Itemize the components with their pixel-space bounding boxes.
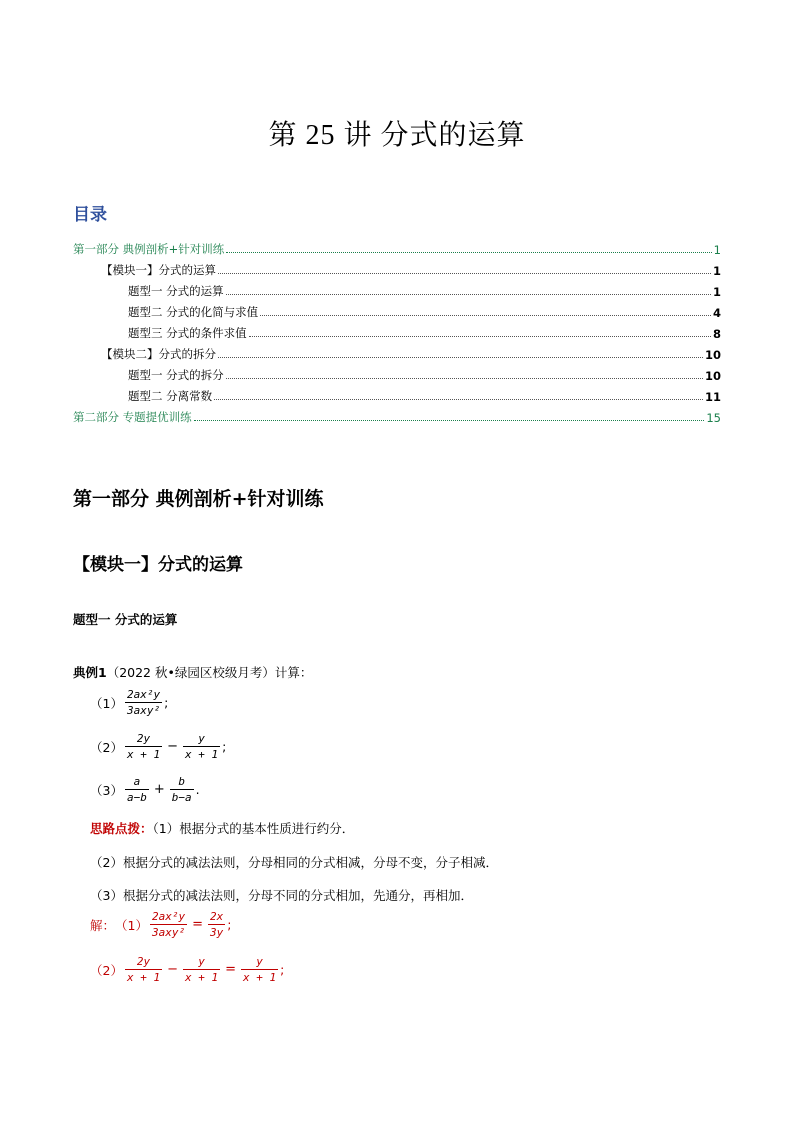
item-index: （2） (90, 962, 123, 978)
example-item-1 (90, 688, 168, 717)
numerator: 2ax²y (151, 910, 186, 923)
toc-leader-dots (218, 357, 703, 358)
solution-hint (90, 819, 354, 837)
numerator: 2ax²y (126, 688, 161, 701)
item-index: （1） (90, 695, 123, 711)
fraction (125, 688, 162, 717)
toc-leader-dots (249, 336, 711, 337)
hint-line-3: （3）根据分式的减法法则，分母不同的分式相加，先通分，再相加． (90, 888, 473, 903)
example-source: （2022 秋•绿园区校级月考）计算： (106, 665, 313, 680)
operator: − (167, 739, 178, 754)
toc-entry-label: 题型二 分离常数 (128, 389, 213, 403)
denominator: x + 1 (126, 971, 161, 984)
fraction (170, 775, 194, 804)
denominator: x + 1 (126, 748, 161, 761)
example-item-2 (90, 732, 226, 761)
numerator: 2y (136, 955, 151, 968)
toc-entry-label: 题型二 分式的化简与求值 (128, 305, 259, 319)
fraction (125, 955, 162, 984)
numerator: b (178, 775, 185, 788)
fraction (183, 732, 220, 761)
solution-step-1 (90, 910, 231, 939)
denominator: a−b (126, 791, 147, 804)
toc-entry-label: 第二部分 专题提优训练 (73, 410, 192, 424)
toc-leader-dots (226, 252, 711, 253)
toc-entry-page: 1 (713, 243, 721, 257)
type-heading: 题型一 分式的运算 (73, 612, 178, 627)
toc-entry-page: 10 (704, 348, 721, 362)
toc-entry-label: 第一部分 典例剖析+针对训练 (73, 242, 225, 256)
numerator: y (198, 732, 205, 745)
toc-leader-dots (226, 378, 703, 379)
toc-entry-label: 题型一 分式的运算 (128, 284, 224, 298)
lecture-title: 第 25 讲 分式的运算 (268, 120, 526, 151)
toc-entry-type-1-2[interactable] (73, 299, 721, 320)
hint-line-1: （1）根据分式的基本性质进行约分． (152, 821, 355, 836)
hint-tag: 思路点拨： (90, 821, 153, 836)
toc-entry-module-1[interactable] (73, 257, 721, 278)
fraction (241, 955, 278, 984)
equals-sign: = (225, 962, 237, 977)
toc-entry-page: 1 (712, 285, 721, 299)
denominator: b−a (171, 791, 192, 804)
solution-step-2 (90, 955, 284, 984)
toc-heading: 目录 (73, 205, 107, 225)
punctuation: ; (164, 695, 169, 710)
toc-entry-label: 题型三 分式的条件求值 (128, 326, 247, 340)
toc-leader-dots (218, 273, 711, 274)
toc-leader-dots (260, 315, 711, 316)
operator: + (153, 782, 165, 797)
toc-entry-label: 题型一 分式的拆分 (128, 368, 224, 382)
toc-entry-page: 8 (712, 327, 721, 341)
toc-leader-dots (194, 420, 705, 421)
item-index: （1） (115, 917, 148, 933)
toc-leader-dots (226, 294, 711, 295)
denominator: x + 1 (184, 971, 219, 984)
example-title (73, 663, 312, 681)
toc-entry-type-1-1[interactable] (73, 278, 721, 299)
punctuation: . (195, 782, 200, 797)
toc-entry-label: 【模块二】分式的拆分 (101, 347, 216, 361)
numerator: 2y (136, 732, 151, 745)
numerator: y (256, 955, 263, 968)
toc-entry-type-2-2[interactable] (73, 383, 721, 404)
toc-entry-module-2[interactable] (73, 341, 721, 362)
item-index: （3） (90, 782, 123, 798)
denominator: x + 1 (184, 748, 219, 761)
fraction (208, 910, 225, 939)
denominator: 3axy² (151, 926, 186, 939)
fraction (150, 910, 187, 939)
toc-entry-part-2[interactable] (73, 404, 721, 425)
toc-entry-page: 15 (706, 411, 721, 425)
toc-entry-label: 【模块一】分式的运算 (101, 263, 216, 277)
toc-entry-page: 1 (712, 264, 721, 278)
item-index: （2） (90, 739, 123, 755)
fraction (183, 955, 220, 984)
denominator: 3y (210, 926, 224, 939)
equals-sign: = (192, 917, 203, 932)
module-heading: 【模块一】分式的运算 (73, 555, 243, 575)
punctuation: ; (280, 962, 285, 977)
toc-entry-page: 11 (704, 390, 721, 404)
toc-leader-dots (214, 399, 703, 400)
toc-entry-page: 4 (712, 306, 721, 320)
punctuation: ; (227, 917, 232, 932)
numerator: a (133, 775, 141, 788)
fraction (125, 775, 149, 804)
hint-line-2: （2）根据分式的减法法则，分母相同的分式相减，分母不变，分子相减． (90, 855, 498, 870)
numerator: 2x (210, 910, 224, 923)
solution-label: 解： (90, 917, 116, 933)
denominator: x + 1 (243, 971, 277, 984)
numerator: y (198, 955, 205, 968)
denominator: 3axy² (126, 704, 161, 717)
toc-entry-part-1[interactable] (73, 236, 721, 257)
toc-entry-page: 10 (704, 369, 721, 383)
example-item-3 (90, 775, 200, 804)
operator: − (167, 962, 178, 977)
fraction (125, 732, 162, 761)
example-label: 典例1 (73, 665, 107, 680)
part-heading: 第一部分 典例剖析+针对训练 (73, 488, 324, 510)
toc-entry-type-1-3[interactable] (73, 320, 721, 341)
toc-entry-type-2-1[interactable] (73, 362, 721, 383)
table-of-contents (73, 236, 721, 425)
punctuation: ; (222, 739, 227, 754)
